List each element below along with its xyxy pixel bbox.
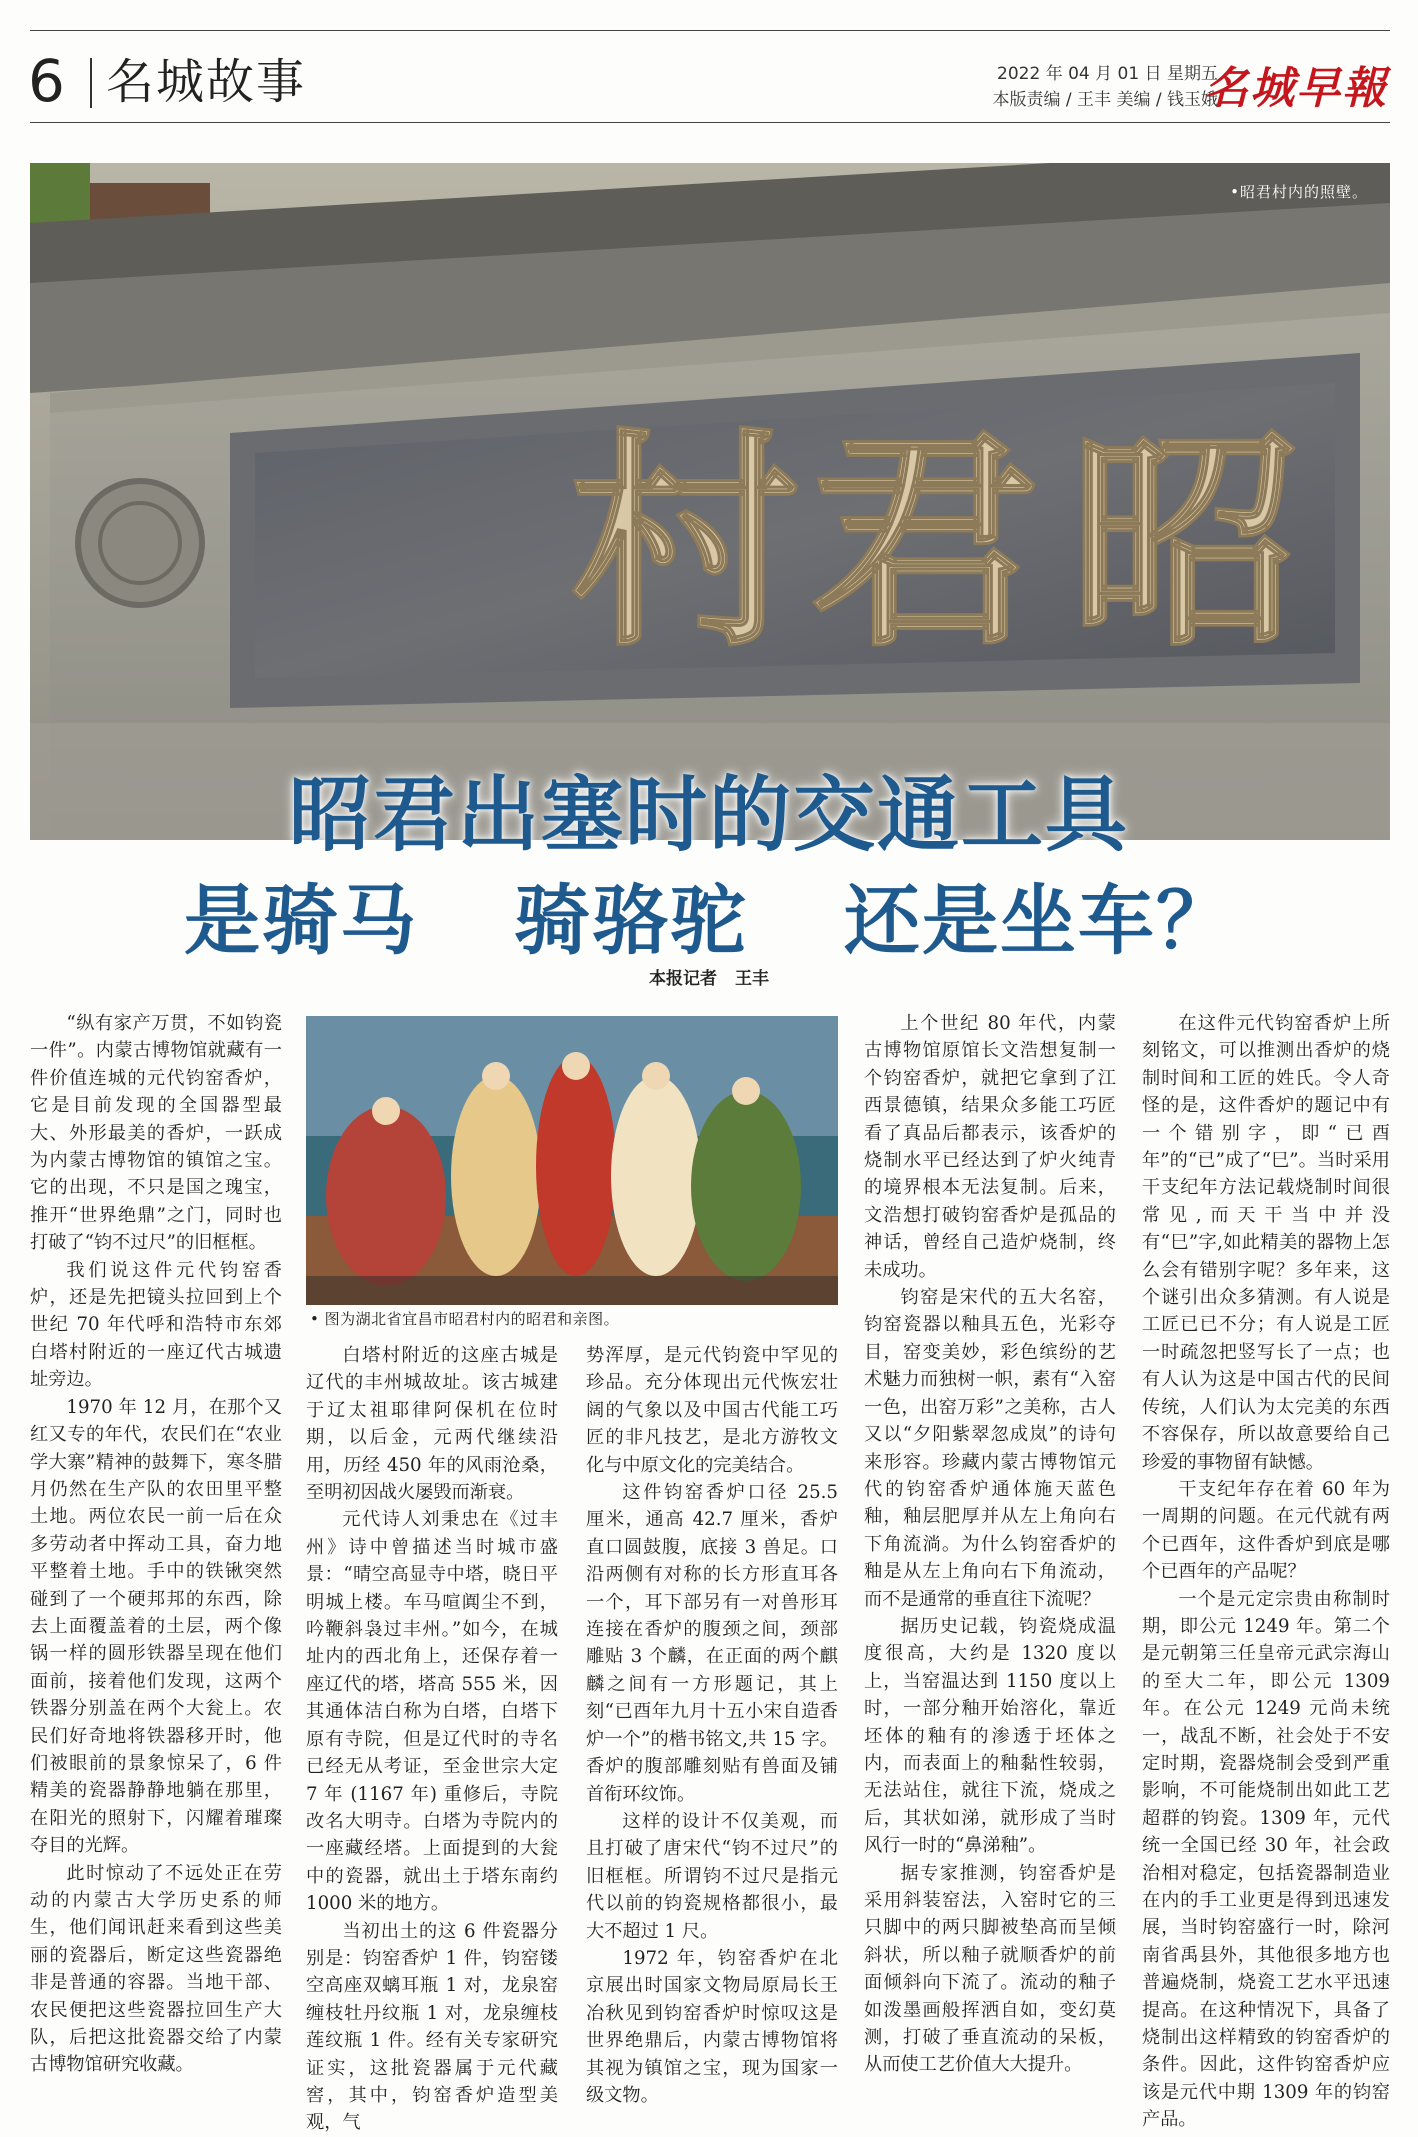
- headline-option-cart: 还是坐车？: [844, 876, 1234, 965]
- mural-caption: • 图为湖北省宜昌市昭君村内的昭君和亲图。: [310, 1310, 620, 1328]
- paragraph: 元代诗人刘秉忠在《过丰州》诗中曾描述当时城市盛景：“晴空高显寺中塔，晓日平明城上楼。车马喧阗尘不到，吟鞭斜袅过丰州。”如今，在城址内的西北角上，还保存着一座辽代的塔，塔高 555 米，因其通体洁白称为白塔，白塔下原有寺院，但是辽代时的寺名已经无从考证，至金世宗大定 7 年 (1167 年) 重修后，寺院改名大明寺。白塔为寺院内的一座藏经塔。上面提到的大瓮中的瓷器，就出土于塔东南约 1000 米的地方。: [306, 1509, 558, 1915]
- paragraph: 白塔村附近的这座古城是辽代的丰州城故址。该古城建于辽太祖耶律阿保机在位时期，以后金，元两代继续沿用，历经 450 年的风雨沧桑，至明初因战火屡毁而渐衰。: [306, 1345, 558, 1504]
- dateline: [993, 62, 1218, 113]
- carved-char-zhao: 昭君村: [570, 408, 1301, 678]
- byline-label: 本报记者: [649, 969, 717, 989]
- header-rule: [30, 122, 1390, 123]
- article-column-1: [30, 1010, 282, 2079]
- issue-date: 2022 年 04 月 01 日 星期五: [997, 64, 1218, 84]
- screen-wall-photo: [30, 163, 1390, 840]
- photo-caption: •昭君村内的照壁。: [1230, 183, 1368, 201]
- paragraph: 干支纪年存在着 60 年为一周期的问题。在元代就有两个已酉年，这件香炉到底是哪个已酉年的产品呢？: [1142, 1478, 1390, 1583]
- page-number: 6: [28, 47, 65, 115]
- paragraph: 我们说这件元代钧窑香炉，还是先把镜头拉回到上个世纪 70 年代呼和浩特市东郊白塔村附近的一座辽代古城遗址旁边。: [30, 1259, 282, 1391]
- headline-option-horse: 是骑马: [184, 876, 418, 965]
- paragraph: 势浑厚，是元代钧瓷中罕见的珍品。充分体现出元代恢宏壮阔的气象以及中国古代能工巧匠的非凡技艺，是北方游牧文化与中原文化的完美结合。: [586, 1345, 838, 1476]
- header-divider: [90, 58, 92, 108]
- article-column-2: [306, 1342, 558, 2137]
- paragraph: 在这件元代钧窑香炉上所刻铭文，可以推测出香炉的烧制时间和工匠的姓氏。令人奇怪的是，这件香炉的题记中有一个错别字，即“已酉年”的“已”成了“巳”。当时采用干支纪年方法记载烧制时间很常见,而天干当中并没有“巳”字,如此精美的器物上怎么会有错别字呢？多年来，这个谜引出众多猜测。有人说是工匠已已不分；有人说是工匠一时疏忽把竖写长了一点；也有人认为这是中国古代的民间传统，人们认为太完美的东西不容保存，所以故意要给自己珍爱的事物留有缺憾。: [1142, 1013, 1390, 1473]
- lead-photo-screen-wall: [30, 163, 1390, 840]
- paragraph: 钧窑是宋代的五大名窑，钧窑瓷器以釉具五色，光彩夺目，窑变美妙，彩色缤纷的艺术魅力而独树一帜，素有“入窑一色，出窑万彩”之美称，古人又以“夕阳紫翠忽成岚”的诗句来形容。珍藏内蒙古博物馆元代的钧窑香炉通体施天蓝色釉，釉层肥厚并从左上角向右下角流淌。为什么钧窑香炉的釉是从左上角向右下角流动，而不是通常的垂直往下流呢？: [864, 1287, 1116, 1610]
- headline-line-1: 昭君出塞时的交通工具: [288, 768, 1129, 863]
- paragraph: 这样的设计不仅美观，而且打破了唐宋代“钧不过尺”的旧框框。所谓钧不过尺是指元代以前的钧瓷规格都很小，最大不超过 1 尺。: [586, 1810, 838, 1942]
- article-column-5: [1142, 1010, 1390, 2134]
- mural-photo: [306, 1016, 838, 1305]
- headline-line-2: [0, 860, 1418, 969]
- byline: [0, 964, 1418, 989]
- paragraph: 据历史记载，钧瓷烧成温度很高，大约是 1320 度以上，当窑温达到 1150 度以上时，一部分釉开始溶化，靠近坯体的釉有的渗透于坯体之内，而表面上的釉黏性较弱，无法站住，就往下流，烧成之后，其状如涕，就形成了当时风行一时的“鼻涕釉”。: [864, 1615, 1116, 1857]
- article-column-3: [586, 1342, 838, 2109]
- paragraph: 此时惊动了不远处正在劳动的内蒙古大学历史系的师生，他们闻讯赶来看到这些美丽的瓷器后，断定这些瓷器绝非是普通的容器。当地干部、农民便把这些瓷器拉回生产大队，后把这批瓷器交给了内蒙古博物馆研究收藏。: [30, 1862, 282, 2076]
- byline-name: 王丰: [735, 969, 769, 989]
- top-rule: [30, 30, 1390, 31]
- paragraph: 这件钧窑香炉口径 25.5 厘米，通高 42.7 厘米，香炉直口圆鼓腹，底接 3 兽足。口沿两侧有对称的长方形直耳各一个，耳下部另有一对兽形耳连接在香炉的腹颈之间，颈部雕贴 3 个麟，在正面的两个麒麟之间有一方形题记，其上刻“已酉年九月十五小宋自造香炉一个”的楷书铭文,共 15 字。香炉的腹部雕刻贴有兽面及铺首衔环纹饰。: [586, 1482, 838, 1805]
- newspaper-logo: 名城早報: [1204, 63, 1388, 114]
- paragraph: 当初出土的这 6 件瓷器分别是：钧窑香炉 1 件，钧窑镂空高座双螭耳瓶 1 对，龙泉窑缠枝牡丹纹瓶 1 对，龙泉缠枝莲纹瓶 1 件。经有关专家研究证实，这批瓷器属于元代藏窖，其中，钧窑香炉造型美观，气: [306, 1920, 558, 2134]
- paragraph: 据专家推测，钧窑香炉是采用斜装窑法，入窑时它的三只脚中的两只脚被垫高而呈倾斜状，所以釉子就顺香炉的前面倾斜向下流了。流动的釉子如泼墨画般挥洒自如，变幻莫测，打破了垂直流动的呆板，从而使工艺价值大大提升。: [864, 1862, 1116, 2076]
- paragraph: 1972 年，钧窑香炉在北京展出时国家文物局原局长王冶秋见到钧窑香炉时惊叹这是世界绝鼎后，内蒙古博物馆将其视为镇馆之宝，现为国家一级文物。: [586, 1947, 838, 2106]
- paragraph: 一个是元定宗贵由称制时期，即公元 1249 年。第二个是元朝第三任皇帝元武宗海山的至大二年，即公元 1309 年。在公元 1249 元尚未统一，战乱不断，社会处于不安定时期，瓷器烧制会受到严重影响，不可能烧制出如此工艺超群的钧瓷。1309 年，元代统一全国已经 30 年，社会政治相对稳定，包括瓷器制造业在内的手工业更是得到迅速发展，当时钧窑盛行一时，除河南省禹县外，其他很多地方也普遍烧制，烧瓷工艺水平迅速提高。在这种情况下，具备了烧制出这样精致的钧窑香炉的条件。因此，这件钧窑香炉应该是元代中期 1309 年的钧窑产品。: [1142, 1588, 1390, 2131]
- editor-credits: 本版责编 / 王丰 美编 / 钱玉娥: [992, 89, 1218, 110]
- headline-option-camel: 骑骆驼: [514, 876, 748, 965]
- paragraph: “纵有家产万贯，不如钧瓷一件”。内蒙古博物馆就藏有一件价值连城的元代钧窑香炉，它是目前发现的全国器型最大、外形最美的香炉，一跃成为内蒙古博物馆的镇馆之宝。它的出现，不只是国之瑰宝，推开“世界绝鼎”之门，同时也打破了“钧不过尺”的旧框框。: [30, 1013, 282, 1254]
- paragraph: 1970 年 12 月，在那个又红又专的年代，农民们在“农业学大寨”精神的鼓舞下，寒冬腊月仍然在生产队的农田里平整土地。两位农民一前一后在众多劳动者中挥动工具，奋力地平整着土地。手中的铁锹突然碰到了一个硬邦邦的东西，除去上面覆盖着的土层，两个像锅一样的圆形铁器呈现在他们面前，接着他们发现，这两个铁器分别盖在两个大瓮上。农民们好奇地将铁器移开时，他们被眼前的景象惊呆了，6 件精美的瓷器静静地躺在那里，在阳光的照射下，闪耀着璀璨夺目的光辉。: [30, 1396, 282, 1857]
- zhaojun-mural-image: [306, 1016, 838, 1305]
- section-title: 名城故事: [106, 54, 307, 110]
- article-column-4: [864, 1010, 1116, 2079]
- paragraph: 上个世纪 80 年代，内蒙古博物馆原馆长文浩想复制一个钧窑香炉，就把它拿到了江西景德镇，结果众多能工巧匠看了真品后都表示，该香炉的烧制水平已经达到了炉火纯青的境界根本无法复制。后来，文浩想打破钧窑香炉是孤品的神话，曾经自己造炉烧制，终未成功。: [864, 1013, 1116, 1281]
